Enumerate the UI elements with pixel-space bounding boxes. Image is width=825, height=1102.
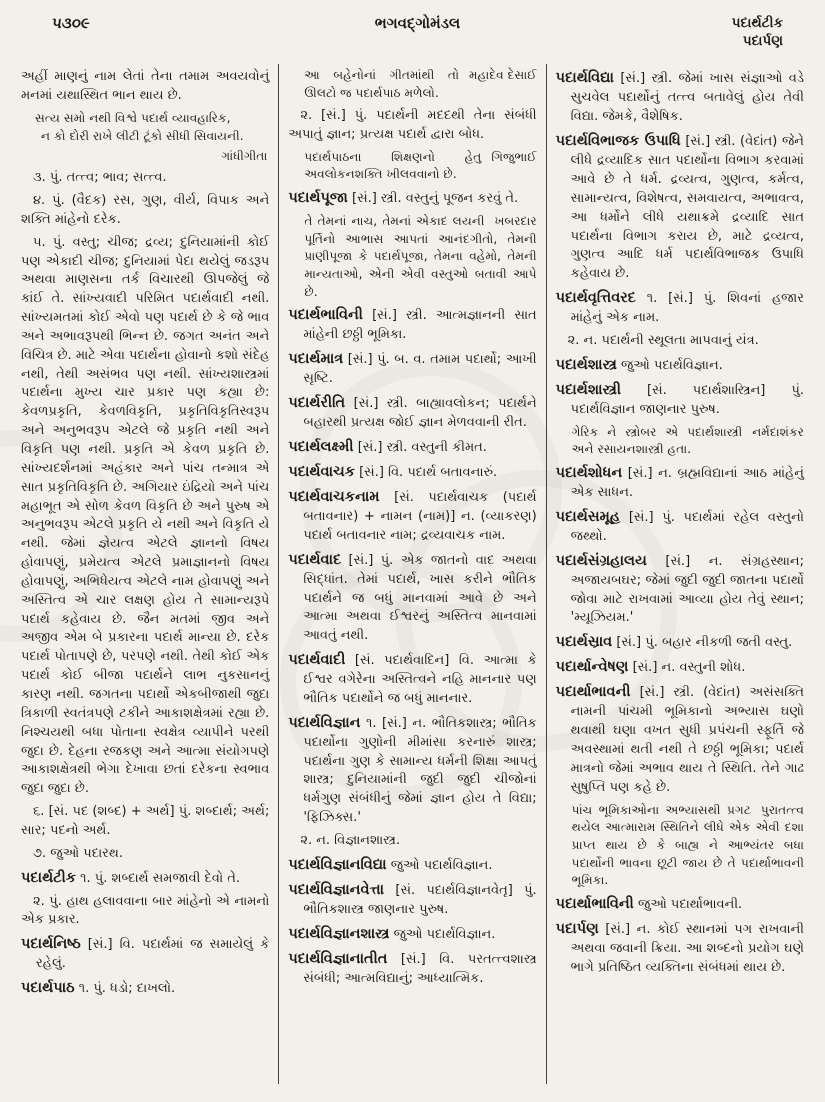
book-title: ભગવદ્ગોમંડલ (374, 14, 461, 32)
quotation (556, 802, 804, 890)
sense-item: ૨. ન. પદાર્થની સ્થૂલતા માપવાનું યંત્ર. (567, 332, 759, 348)
headword: પદાર્થવાદી (288, 652, 346, 669)
dictionary-entry: પદાર્થશાસ્ત્રી [સં. પદાર્થશાસ્ત્રિન] પું. પદાર્થવિજ્ઞાન જાણનાર પુરુષ. (555, 381, 804, 417)
headword: પદાર્થશાસ્ત્ર (555, 356, 617, 373)
headword: પદાર્થવાચકનામ (288, 488, 380, 505)
dictionary-entry: પદાર્થનિષ્ઠ [સં.] વિ. પદાર્થમાં જ સમાયેલું કે રહેલું. (21, 936, 270, 972)
dictionary-entry: પદાર્થટીક ૧. પું. શબ્દાર્થ સમજાવી દેવો તે. (21, 869, 240, 886)
verse (21, 110, 269, 145)
attribution: મહાદેવ દેસાઈ (469, 68, 537, 83)
dictionary-entry: પદાર્થવિજ્ઞાનવેત્તા [સં. પદાર્થવિજ્ઞાનવેતૃ] પું. ભૌતિકશાસ્ત્ર જાણનાર પુરુષ. (288, 881, 537, 917)
quotation (288, 67, 536, 102)
verse-line: ન કો દોરી રાખે લીટી ટૂંકો સીધી સિવાયની. (41, 128, 244, 143)
quote-text: ગેરિક ને સ્ત્રોબર એ પદાર્થશાસ્ત્રી અને રસાયનશાસ્ત્રી હતા. (571, 424, 743, 457)
dictionary-entry: પદાર્થરીતિ [સં.] સ્ત્રી. બાહ્યાવલોકન; પદાર્થને બહારથી પ્રત્યક્ષ જોઈ જ્ઞાન મેળવવાની રીત. (288, 395, 537, 431)
headword: પદાર્થશાસ્ત્રી (555, 381, 622, 398)
attribution: ગિજુભાઈ (491, 149, 537, 164)
dictionary-entry: પદાર્થવાદી [સં. પદાર્થવાદિન] વિ. આત્મા કે ઈશ્વર વગેરેના અસ્તિત્વને નહિ માનનાર પણ ભૌતિક પદાર્થોને જ બધું માનનાર. (288, 652, 537, 706)
headword: પદાર્થરીતિ (288, 395, 346, 412)
dictionary-entry: પદાર્થભાવિની [સં.] સ્ત્રી. આત્મજ્ઞાનની સાત માંહેની છઠ્ઠી ભૂમિકા. (288, 307, 537, 343)
verse-line: સત્ય સમો નથી વિશ્વે પદાર્થ વ્યાવહારિક, (35, 111, 231, 126)
headword: પદાર્થવિજ્ઞાનાતીત (288, 950, 388, 967)
dictionary-entry: પદાર્થવૃત્તિવરદ ૧. [સં.] પું. શિવનાં હજાર માંહેનું એક નામ. (555, 290, 804, 326)
attribution: પુરાતત્ત્વ (760, 802, 804, 817)
sense-item: ૪. પું. (વૈદક) રસ, ગુણ, વીર્ય, વિપાક અને શક્તિ માંહેનો દરેક. (21, 193, 270, 227)
headword: પદાર્થવિજ્ઞાનશાસ્ત્ર (288, 925, 390, 942)
dictionary-entry: પદાર્થપૂજા [સં.] સ્ત્રી. વસ્તુનું પૂજન કરવું તે. (288, 189, 519, 206)
headword: પદાર્થાભાવિની (555, 895, 634, 912)
quotation (556, 424, 804, 459)
sense-item: ૫. પું. વસ્તુ; ચીજ; દ્રવ્ય; દુનિયામાંની કોઈ પણ એકાદી ચીજ; દુનિયામાં પેદા થયેલું જડરૂપ અથવા માણસના તર્ક વિચારથી ઊપજેલું જે કાંઈ તે. સાંખ્યવાદી પરિમિત પદાર્થવાદી નથી. સાંખ્યમતમાં કોઈ એવો પણ પદાર્થ છે કે જે ભાવ અને અભાવરૂપથી ભિન્ન છે. જગત અનંત અને વિચિત્ર છે. માટે એવા પદાર્થના હોવાનો કશો સંદેહ નથી, તેથી અસંભવ પણ નથી. સાંખ્યશાસ્ત્રમાં પદાર્થના મુખ્ય ચાર પ્રકાર પણ કહ્યા છે: કેવળપ્રકૃતિ, કેવળવિકૃતિ, પ્રકૃતિવિકૃતિસ્વરૂપ અને અનુભવરૂપ એટલે જે પ્રકૃતિ નથી અને વિકૃતિ પણ નથી. પ્રકૃતિ એ કેવળ પ્રકૃતિ છે. સાંખ્યદર્શનમાં અહંકાર અને પાંચ તન્માત્ર એ સાત પ્રકૃતિવિકૃતિ છે. અગિયાર ઇંદ્રિયો અને પાંચ મહાભૂત એ સોળ કેવળ વિકૃતિ છે અને પુરુષ એ અનુભવરૂપ એટલે પ્રકૃતિ યે નથી અને વિકૃતિ યે નથી. જેમાં જ્ઞેયત્વ એટલે જ્ઞાનનો વિષય હોવાપણું, પ્રમેયત્વ એટલે પ્રમાજ્ઞાનનો વિષય હોવાપણું, અભિધેયત્વ એટલે નામ હોવાપણું અને અસ્તિત્વ એ ચાર લક્ષણ હોય તે સામાન્યરૂપે પદાર્થ કહેવાય છે. જૈન મતમાં જીવ અને અજીવ એમ બે પ્રકારના પદાર્થ માન્યા છે. દરેક પદાર્થ પોતાપણે છે, પરપણે નથી. તેથી કોઈ એક પદાર્થ કોઈ બીજા પદાર્થને લાભ નુકસાનનું કારણ નથી. જગતના પદાર્થો એકબીજાથી જુદા ત્રિકાળી સ્વતંત્રપણે ટકીને આકાશક્ષેત્રમાં રહ્યા છે. નિશ્ચયથી બધા પોતાના સ્વક્ષેત્ર વ્યાપીને પરથી જુદા છે. દેહના રજકણ અને આત્મા સંયોગપણે આકાશક્ષેત્રથી ભેગા દેખાવા છતાં દરેકના સ્વભાવ જુદા જુદા છે. (21, 234, 270, 797)
quote-text: તે તેમનાં નાચ, તેમનાં એકાદ લયની પૂર્તિનો આભાસ આપતાં આનંદગીતો, તેમની પ્રાણીપૂજા કે પદાર્થપૂજા, તેમના વહેમો, તેમની માન્યતાઓ, એની એવી વસ્તુઓ બતાવી આપે છે. (304, 213, 537, 299)
headword: પદાર્થશોધન (555, 465, 623, 482)
dictionary-entry: પદાર્પણ [સં.] ન. કોઈ સ્થાનમાં પગ રાખવાની અથવા જવાની ક્રિયા. આ શબ્દનો પ્રયોગ ઘણે ભાગે પ્રતિષ્ઠિત વ્યક્તિના સંબંધમાં થાય છે. (555, 921, 804, 975)
paragraph: અહીં માણનું નામ લેતાં તેના તમામ અવયવોનું મનમાં યથાસ્થિત ભાન થાય છે. (21, 69, 270, 104)
sense-item: ૨. પું. હાથ હલાવવાના બાર માંહેનો એ નામનો એક પ્રકાર. (21, 893, 270, 928)
headword: પદાર્થસ્રાવ (555, 634, 613, 651)
dictionary-entry: પદાર્થવિજ્ઞાનાતીત [સં.] વિ. પરતત્ત્વશાસ્ત્ર સંબંધી; આત્મવિદ્યાનું; આધ્યાત્મિક. (288, 950, 537, 986)
headword: પદાર્થલક્ષ્મી (288, 438, 354, 455)
quote-text: પાંચ ભૂમિકાઓના અભ્યાસથી પ્રગટ થયેલ આત્મારામ સ્થિતિને લીધે એક એવી દશા પ્રાપ્ત થાય છે કે બાહ્ય ને આભ્યંતર બધા પદાર્થોની ભાવના છૂટી જાય છે તે પદાર્થાભાવની ભૂમિકા. (571, 802, 804, 888)
sense-item: ૨. ન. વિજ્ઞાનશાસ્ત્ર. (300, 832, 401, 848)
attribution: ગાંધીગીતા (221, 148, 268, 163)
dictionary-entry: પદાર્થવિદ્યા [સં.] સ્ત્રી. જેમાં ખાસ સંજ્ઞાઓ વડે સુચવેલ પદાર્થોનું તત્ત્વ બતાવેલું હોય તેવી વિદ્યા. જેમકે, વૈશેષિક. (555, 70, 804, 125)
page-number: ૫૩૦૯ (51, 14, 91, 32)
sense-item: ૬. [સં. પદ (શબ્દ) + અર્થ] પું. શબ્દાર્થ; અર્થ; સાર; પદનો અર્થ. (21, 804, 270, 838)
attribution: નર્મદાશંકર (752, 424, 804, 439)
dictionary-entry: પદાર્થવિજ્ઞાન ૧. [સં.] ન. ભૌતિકશાસ્ત્ર; ભૌતિક પદાર્થોના ગુણોની મીમાંસા કરનારું શાસ્ત્ર; પદાર્થના ગુણ કે સામાન્ય ધર્મની શિક્ષા આપતું શાસ્ત્ર; દુનિયામાંની જુદી જુદી ચીજોનાં ધર્મગુણ સંબંધીનું જેમાં જ્ઞાન હોય તે વિદ્યા; 'ફિઝિક્સ.' (288, 714, 537, 826)
dictionary-entry: પદાર્થસંગ્રહાલય [સં.] ન. સંગ્રહસ્થાન; અજાયબઘર; જેમાં જુદી જુદી જાતના પદાર્થો જોવા માટે રાખવામાં આવ્યા હોય તેવું સ્થાન; 'મ્યૂઝિયમ.' (555, 552, 804, 626)
dictionary-entry: પદાર્થવિજ્ઞાનવિદ્યા જુઓ પદાર્થવિજ્ઞાન. (288, 856, 493, 873)
headword: પદાર્થવિભાજક ઉપાધિ (555, 133, 681, 150)
headword: પદાર્થવિજ્ઞાન (288, 714, 361, 731)
text-columns (12, 64, 813, 1084)
dictionary-entry: પદાર્થવિભાજક ઉપાધિ [સં.] સ્ત્રી. (વેદાંત) જેને લીધે દ્રવ્યાદિક સાત પદાર્થોના વિભાગ કરવામાં આવે છે તે ધર્મ. દ્રવ્યત્વ, ગુણત્વ, કર્મત્વ, સામાન્યત્વ, વિશેષત્વ, સમવાયત્વ, અભાવત્વ, આ ધર્મોને લીધે યથાક્રમે દ્રવ્યાદિ સાત પદાર્થના વિભાગ કરાય છે, માટે દ્રવ્યત્વ, ગુણત્વ આદિ ધર્મ પદાર્થવિભાજક ઉપાધિ કહેવાય છે. (555, 133, 804, 282)
guide-word-bottom: પદાર્પણ (742, 33, 783, 50)
quote-text: પદાર્થપાઠના શિક્ષણનો હેતુ અવલોકનશક્તિ ખીલવવાનો છે. (304, 149, 482, 182)
headword: પદાર્થાભાવની (555, 684, 631, 701)
dictionary-entry: પદાર્થાન્વેષણ [સં.] ન. વસ્તુની શોધ. (555, 659, 746, 676)
headword: પદાર્થવિદ્યા (555, 70, 614, 87)
headword: પદાર્થવાચક (288, 463, 355, 480)
quote-text: આ બહેનોનાં ગીતમાંથી તો ઊલટો જ પદાર્થપાઠ મળેલો. (304, 68, 460, 101)
dictionary-entry: પદાર્થમાત્ર [સં.] પું. બ. વ. તમામ પદાર્થો; આખી સૃષ્ટિ. (288, 351, 537, 387)
headword: પદાર્થસંગ્રહાલય (555, 552, 647, 569)
dictionary-entry: પદાર્થાભાવિની જુઓ પદાર્થાભાવની. (555, 895, 743, 912)
dictionary-entry: પદાર્થાભાવની [સં.] સ્ત્રી. (વેદાંત) અસંસક્તિ નામની પાંચમી ભૂમિકાનો અભ્યાસ ઘણો થવાથી ઘણા વખત સુધી પ્રપંચની સ્ફૂર્તિ જે અવસ્થામાં થતી નથી તે છઠ્ઠી ભૂમિકા; પદાર્થ માત્રનો જેમાં અભાવ થાય તે સ્થિતિ. તેને ગાઢ સુષુપ્તિ પણ કહે છે. (555, 684, 804, 795)
dictionary-entry: પદાર્થપાઠ ૧. પું. ધડો; દાખલો. (21, 980, 176, 997)
dictionary-entry: પદાર્થવિજ્ઞાનશાસ્ત્ર જુઓ પદાર્થવિજ્ઞાન. (288, 925, 496, 942)
headword: પદાર્થમાત્ર (288, 351, 344, 368)
headword: પદાર્થવૃત્તિવરદ (555, 290, 636, 307)
headword: પદાર્થનિષ્ઠ (21, 936, 81, 953)
sense-item: ૩. પું. તત્ત્વ; ભાવ; સત્ત્વ. (33, 170, 167, 186)
column-3 (546, 64, 813, 1084)
dictionary-entry: પદાર્થલક્ષ્મી [સં.] સ્ત્રી. વસ્તુની કીમત. (288, 438, 487, 455)
dictionary-entry: પદાર્થવાચકનામ [સં. પદાર્થવાચક (પદાર્થ બતાવનાર) + નામન (નામ)] ન. (વ્યાકરણ) પદાર્થ બતાવનાર નામ; દ્રવ્યવાચક નામ. (288, 488, 537, 543)
dictionary-entry: પદાર્થશાસ્ત્ર જુઓ પદાર્થવિજ્ઞાન. (555, 356, 723, 373)
guide-words (539, 14, 783, 50)
dictionary-entry: પદાર્થશોધન [સં.] ન. બ્રહ્મવિદ્યાનાં આઠ માંહેનું એક સાધન. (555, 465, 804, 501)
headword: પદાર્થવિજ્ઞાનવેત્તા (288, 881, 385, 898)
quotation (288, 149, 536, 184)
dictionary-entry: પદાર્થસમૂહ [સં.] પું. પદાર્થમાં રહેલ વસ્તુનો જથ્થો. (555, 508, 804, 544)
column-1 (12, 64, 278, 1084)
headword: પદાર્થટીક (21, 869, 77, 886)
column-2 (278, 64, 545, 1084)
headword: પદાર્થવાદ (288, 551, 342, 568)
sense-item: ૨. [સં.] પું. પદાર્થની મદદથી તેના સંબંધી અપાતું જ્ઞાન; પ્રત્યક્ષ પદાર્થ દ્વારા બોધ. (288, 107, 537, 142)
dictionary-entry: પદાર્થવાચક [સં.] વિ. પદાર્થ બતાવનારું. (288, 463, 498, 480)
attribution: ખબરદાર (494, 213, 537, 228)
dictionary-entry: પદાર્થવાદ [સં.] પું. એક જાતનો વાદ અથવા સિદ્ધાંત. તેમાં પદાર્થ, ખાસ કરીને ભૌતિક પદાર્થને જ બધું માનવામાં આવે છે અને આત્મા અથવા ઈશ્વરનું અસ્તિત્વ માનવામાં આવતું નથી. (288, 551, 537, 644)
dictionary-entry: પદાર્થસ્રાવ [સં.] પું. બહાર નીકળી જતી વસ્તુ. (555, 634, 793, 651)
page-header (12, 10, 813, 50)
headword: પદાર્થાન્વેષણ (555, 659, 629, 676)
headword: પદાર્થભાવિની (288, 307, 363, 324)
guide-word-top: પદાર્થટીક (731, 15, 783, 31)
sense-item: ૭. જુઓ પદારથ. (33, 845, 123, 861)
headword: પદાર્થપૂજા (288, 189, 348, 206)
headword: પદાર્પણ (555, 921, 599, 937)
headword: પદાર્થસમૂહ (555, 508, 621, 525)
headword: પદાર્થવિજ્ઞાનવિદ્યા (288, 856, 387, 873)
headword: પદાર્થપાઠ (21, 980, 75, 997)
quotation (288, 213, 536, 301)
